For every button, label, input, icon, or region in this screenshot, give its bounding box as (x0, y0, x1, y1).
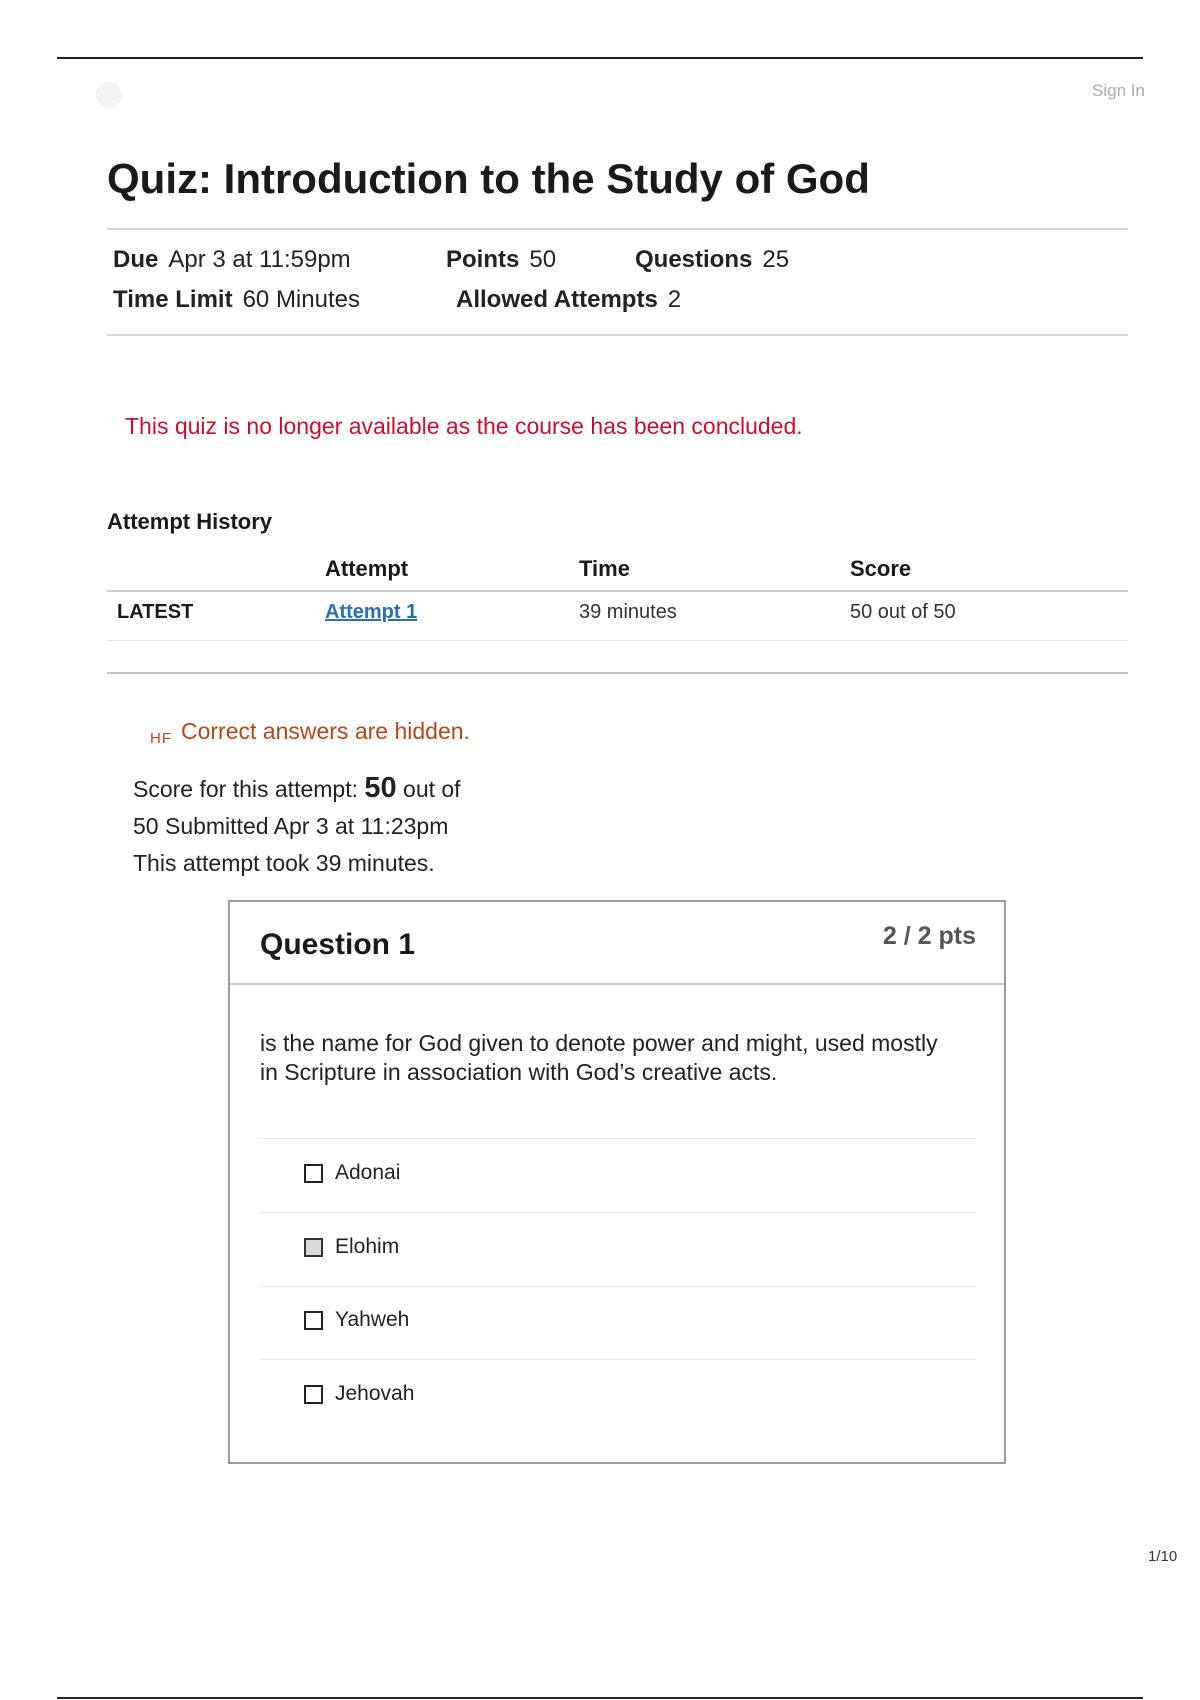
bottom-rule (57, 1697, 1143, 1699)
meta-time-limit-value: 60 Minutes (242, 286, 360, 313)
checkbox[interactable] (304, 1385, 323, 1404)
top-rule (57, 57, 1143, 59)
answers-hidden-message: Correct answers are hidden. (181, 718, 470, 744)
meta-attempts-value: 2 (667, 286, 682, 313)
page-number: 1/10 (1148, 1548, 1178, 1565)
question-text: is the name for God given to denote power and might, used mostly in Scripture in association with God’s creative acts. (260, 1030, 938, 1085)
duration-line: This attempt took 39 minutes. (133, 850, 435, 876)
page-title: Quiz: Introduction to the Study of God (107, 155, 870, 202)
meta-attempts-label: Allowed Attempts (456, 286, 658, 313)
meta-points-value: 50 (529, 246, 557, 273)
option-label: Adonai (335, 1161, 401, 1184)
meta-due-value: Apr 3 at 11:59pm (168, 246, 351, 273)
meta-allowed-attempts (456, 286, 681, 314)
question-card (228, 900, 1006, 1464)
table-row-divider (107, 640, 1128, 641)
question-header (230, 902, 1004, 985)
latest-badge: LATEST (117, 601, 194, 623)
attempt-time: 39 minutes (579, 601, 677, 623)
score-line (133, 770, 461, 808)
option-divider (260, 1212, 976, 1213)
table-header-divider (107, 590, 1128, 592)
meta-questions (635, 246, 789, 274)
option-divider (260, 1286, 976, 1287)
column-header-attempt: Attempt (325, 556, 409, 581)
answer-option[interactable] (304, 1232, 399, 1262)
divider (107, 334, 1128, 336)
score-suffix: out of (403, 776, 461, 802)
logo-icon (96, 82, 122, 108)
meta-questions-value: 25 (762, 246, 790, 273)
column-header-score: Score (850, 556, 912, 581)
question-points: 2 / 2 pts (882, 922, 976, 950)
column-header-time: Time (579, 556, 630, 581)
attempt-score: 50 out of 50 (850, 601, 956, 623)
divider (107, 672, 1128, 674)
hidden-answers-icon: HF (150, 730, 172, 747)
meta-time-limit (113, 286, 360, 314)
attempt-summary (133, 770, 461, 882)
quiz-unavailable-notice: This quiz is no longer available as the course has been concluded. (125, 413, 803, 439)
option-label: Yahweh (335, 1308, 410, 1331)
question-title: Question 1 (260, 928, 416, 961)
checkbox[interactable] (304, 1311, 323, 1330)
meta-points-label: Points (446, 246, 520, 273)
option-label: Elohim (335, 1235, 400, 1258)
option-divider (260, 1359, 976, 1360)
divider (107, 228, 1128, 230)
answer-option[interactable] (304, 1379, 414, 1409)
meta-due-label: Due (113, 246, 159, 273)
answer-option[interactable] (304, 1158, 400, 1188)
attempt-history-title: Attempt History (107, 509, 273, 534)
checkbox[interactable] (304, 1164, 323, 1183)
attempt-1-link[interactable]: Attempt 1 (325, 601, 418, 623)
meta-points (446, 246, 556, 274)
checkbox-checked[interactable] (304, 1238, 323, 1257)
answer-option[interactable] (304, 1305, 409, 1335)
meta-time-limit-label: Time Limit (113, 286, 233, 313)
submitted-line: 50 Submitted Apr 3 at 11:23pm (133, 813, 449, 839)
sign-in-link[interactable]: Sign In (1092, 81, 1145, 100)
option-divider (260, 1138, 976, 1139)
score-value: 50 (364, 772, 397, 804)
option-label: Jehovah (335, 1382, 415, 1405)
meta-questions-label: Questions (635, 246, 753, 273)
score-prefix: Score for this attempt: (133, 776, 358, 802)
meta-due (113, 246, 351, 274)
